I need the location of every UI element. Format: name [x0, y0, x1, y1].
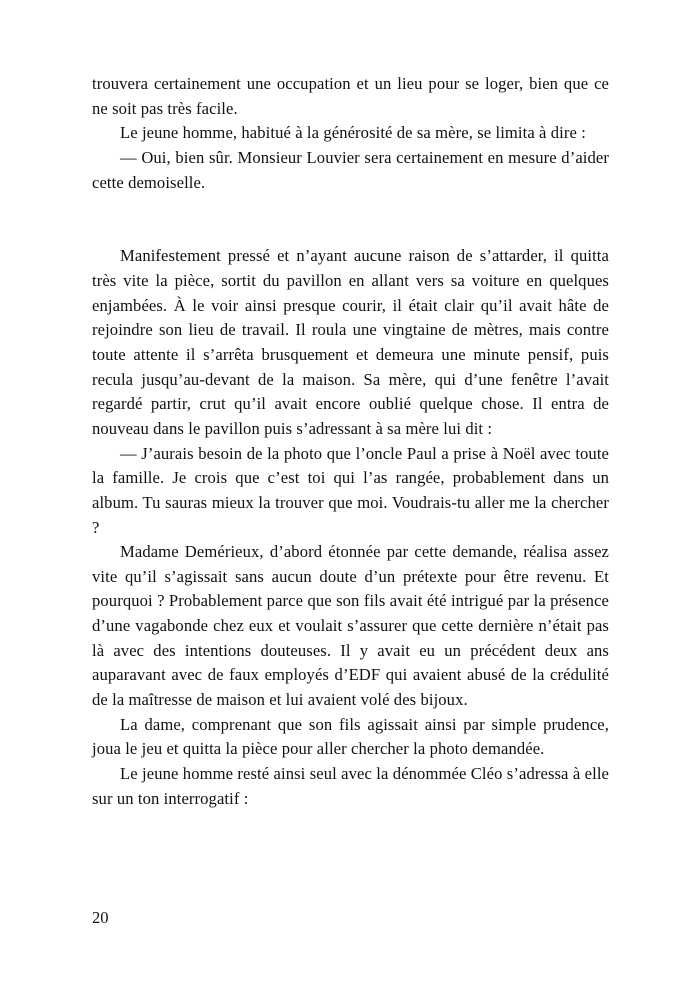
paragraph: — Oui, bien sûr. Monsieur Louvier sera certainement en mesure d’aider cette demoiselle. — [92, 147, 609, 192]
paragraph: Le jeune homme resté ainsi seul avec la dénommée Cléo s’adressa à elle sur un ton interrogatif : — [92, 764, 609, 808]
paragraph: Le jeune homme, habitué à la générosité de sa mère, se limita à dire : — [120, 123, 586, 143]
paragraph: Manifestement pressé et n’ayant aucune raison de s’attarder, il quitta très vite la pièce, sortit du pavillon en allant vers sa voiture en quelques enjambées. À le voir ainsi presque courir, il était clair qu’il avait hâte de rejoindre son lieu de travail. Il roula une vingtaine de mètres, mais contre toute attente il s’arrêta brusquement et demeura une minute pensif, puis recula jusqu’au-devant de la maison. Sa mère, qui d’une fenêtre l’avait regardé partir, crut qu’il avait encore oublié quelque chose. Il entra de nouveau dans le pavillon puis s’adressant à sa mère lui dit : — [92, 246, 609, 438]
paragraph: trouvera certainement une occupation et un lieu pour se loger, bien que ce ne soit pas très facile. — [92, 74, 609, 118]
paragraph: La dame, comprenant que son fils agissait ainsi par simple prudence, joua le jeu et quitta la pièce pour aller chercher la photo demandée. — [92, 714, 609, 759]
paragraph: Madame Demérieux, d’abord étonnée par cette demande, réalisa assez vite qu’il s’agissait sans aucun doute d’un prétexte pour être revenu. Et pourquoi ? Probablement parce que son fils avait été intrigué par la présence d’une vagabonde chez eux et voulait s’assurer que cette dernière n’était pas là avec des intentions douteuses. Il y avait eu un précédent deux ans auparavant avec de faux employés d’EDF qui avaient abusé de la crédulité de la maîtresse de maison et lui avaient volé des bijoux. — [92, 542, 609, 710]
page-text — [92, 72, 609, 811]
page-number: 20 — [92, 908, 109, 927]
paragraph: — J’aurais besoin de la photo que l’oncle Paul a prise à Noël avec toute la famille. Je crois que c’est toi qui l’as rangée, probablement dans un album. Tu sauras mieux la trouver que moi. Voudrais-tu aller me la chercher ? — [92, 443, 609, 537]
